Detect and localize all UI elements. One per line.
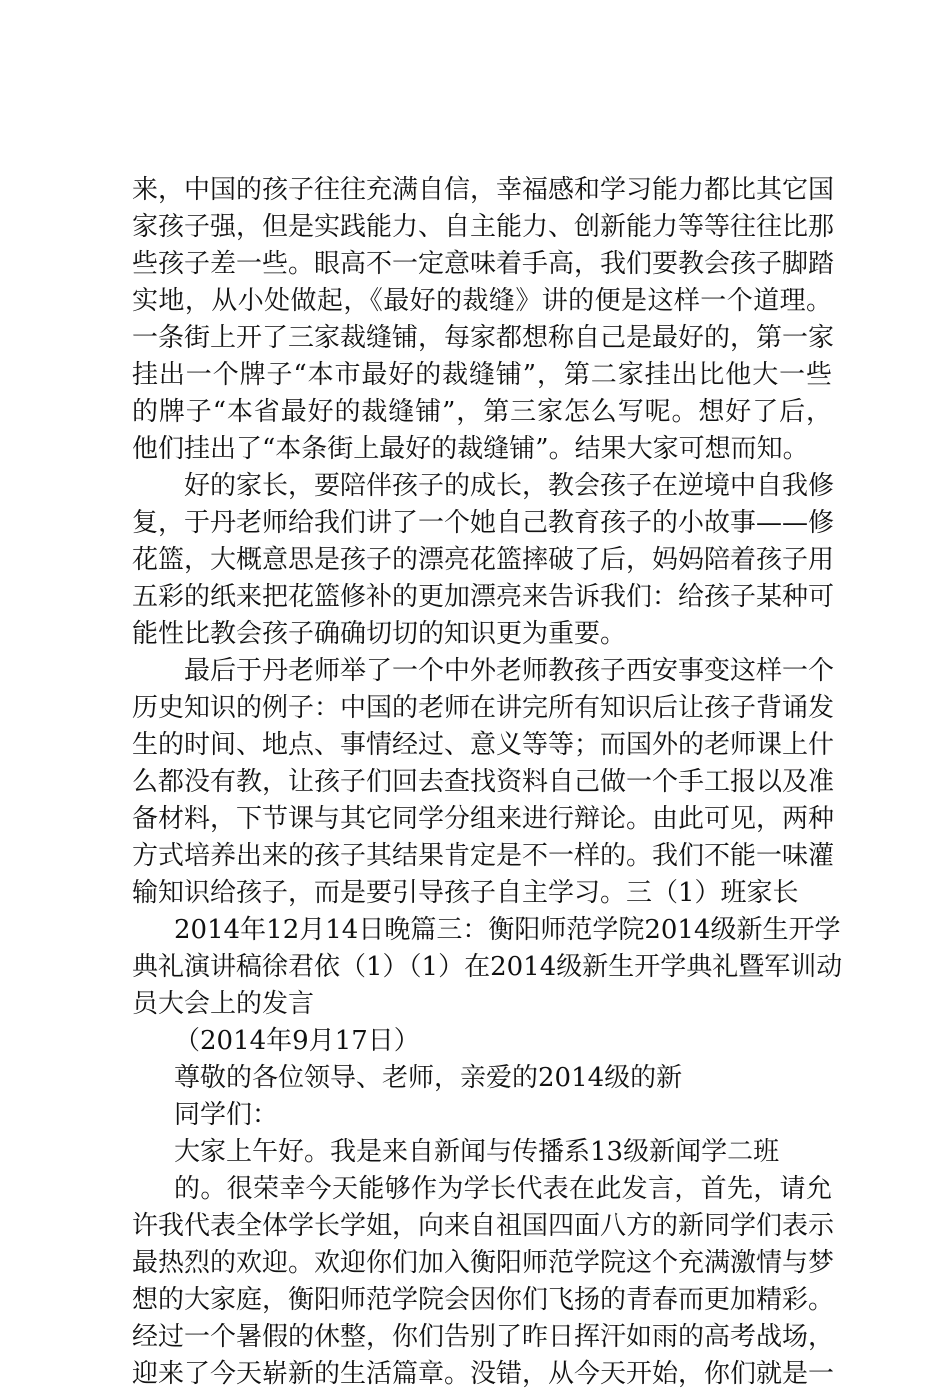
text-line: 的。很荣幸今天能够作为学长代表在此发言，首先，请允 bbox=[174, 1174, 832, 1204]
text-line: 方式培养出来的孩子其结果肯定是不一样的。我们不能一味灌 bbox=[132, 841, 835, 871]
text-line: 历史知识的例子：中国的老师在讲完所有知识后让孩子背诵发 bbox=[132, 693, 835, 723]
text-line: 同学们： bbox=[174, 1100, 279, 1130]
text-line: 么都没有教，让孩子们回去查找资料自己做一个手工报以及准 bbox=[132, 767, 835, 797]
text-line: 一条街上开了三家裁缝铺，每家都想称自己是最好的，第一家 bbox=[132, 323, 835, 353]
text-line: （2014年9月17日） bbox=[174, 1026, 420, 1056]
text-line: 复，于丹老师给我们讲了一个她自己教育孩子的小故事——修 bbox=[132, 508, 835, 538]
text-line: 好的家长，要陪伴孩子的成长，教会孩子在逆境中自我修 bbox=[184, 471, 835, 501]
text-line: 些孩子差一些。眼高不一定意味着手高，我们要教会孩子脚踏 bbox=[132, 249, 835, 279]
text-line: 家孩子强，但是实践能力、自主能力、创新能力等等往往比那 bbox=[132, 212, 835, 242]
text-line: 员大会上的发言 bbox=[132, 989, 315, 1019]
text-line: 他们挂出了“本条街上最好的裁缝铺”。结果大家可想而知。 bbox=[132, 434, 809, 464]
text-line: 最后于丹老师举了一个中外老师教孩子西安事变这样一个 bbox=[184, 656, 835, 686]
text-line: 最热烈的欢迎。欢迎你们加入衡阳师范学院这个充满激情与梦 bbox=[132, 1248, 835, 1278]
body-text bbox=[132, 172, 843, 1393]
text-line: 来，中国的孩子往往充满自信，幸福感和学习能力都比其它国 bbox=[132, 175, 835, 205]
text-line: 生的时间、地点、事情经过、意义等等；而国外的老师课上什 bbox=[132, 730, 835, 760]
text-line: 2014年12月14日晚篇三：衡阳师范学院2014级新生开学 bbox=[174, 915, 841, 945]
text-line: 许我代表全体学长学姐，向来自祖国四面八方的新同学们表示 bbox=[132, 1211, 835, 1241]
text-line: 经过一个暑假的休整，你们告别了昨日挥汗如雨的高考战场， bbox=[132, 1322, 835, 1352]
text-line: 挂出一个牌子“本市最好的裁缝铺”，第二家挂出比他大一些 bbox=[132, 360, 832, 390]
text-line: 输知识给孩子，而是要引导孩子自主学习。三（1）班家长 bbox=[132, 878, 799, 908]
text-line: 典礼演讲稿徐君依（1）（1）在2014级新生开学典礼暨军训动 bbox=[132, 952, 843, 982]
text-line: 花篮，大概意思是孩子的漂亮花篮摔破了后，妈妈陪着孩子用 bbox=[132, 545, 835, 575]
text-line: 备材料，下节课与其它同学分组来进行辩论。由此可见，两种 bbox=[132, 804, 835, 834]
text-line: 想的大家庭，衡阳师范学院会因你们飞扬的青春而更加精彩。 bbox=[132, 1285, 835, 1315]
text-line: 迎来了今天崭新的生活篇章。没错，从今天开始，你们就是一 bbox=[132, 1359, 835, 1389]
text-line: 实地，从小处做起，《最好的裁缝》讲的便是这样一个道理。 bbox=[132, 286, 832, 316]
text-line: 能性比教会孩子确确切切的知识更为重要。 bbox=[132, 619, 627, 649]
text-line: 的牌子“本省最好的裁缝铺”，第三家怎么写呢。想好了后， bbox=[132, 397, 832, 427]
text-line: 大家上午好。我是来自新闻与传播系13级新闻学二班 bbox=[174, 1137, 780, 1167]
text-line: 五彩的纸来把花篮修补的更加漂亮来告诉我们：给孩子某种可 bbox=[132, 582, 835, 612]
text-line: 尊敬的各位领导、老师，亲爱的2014级的新 bbox=[174, 1063, 683, 1093]
